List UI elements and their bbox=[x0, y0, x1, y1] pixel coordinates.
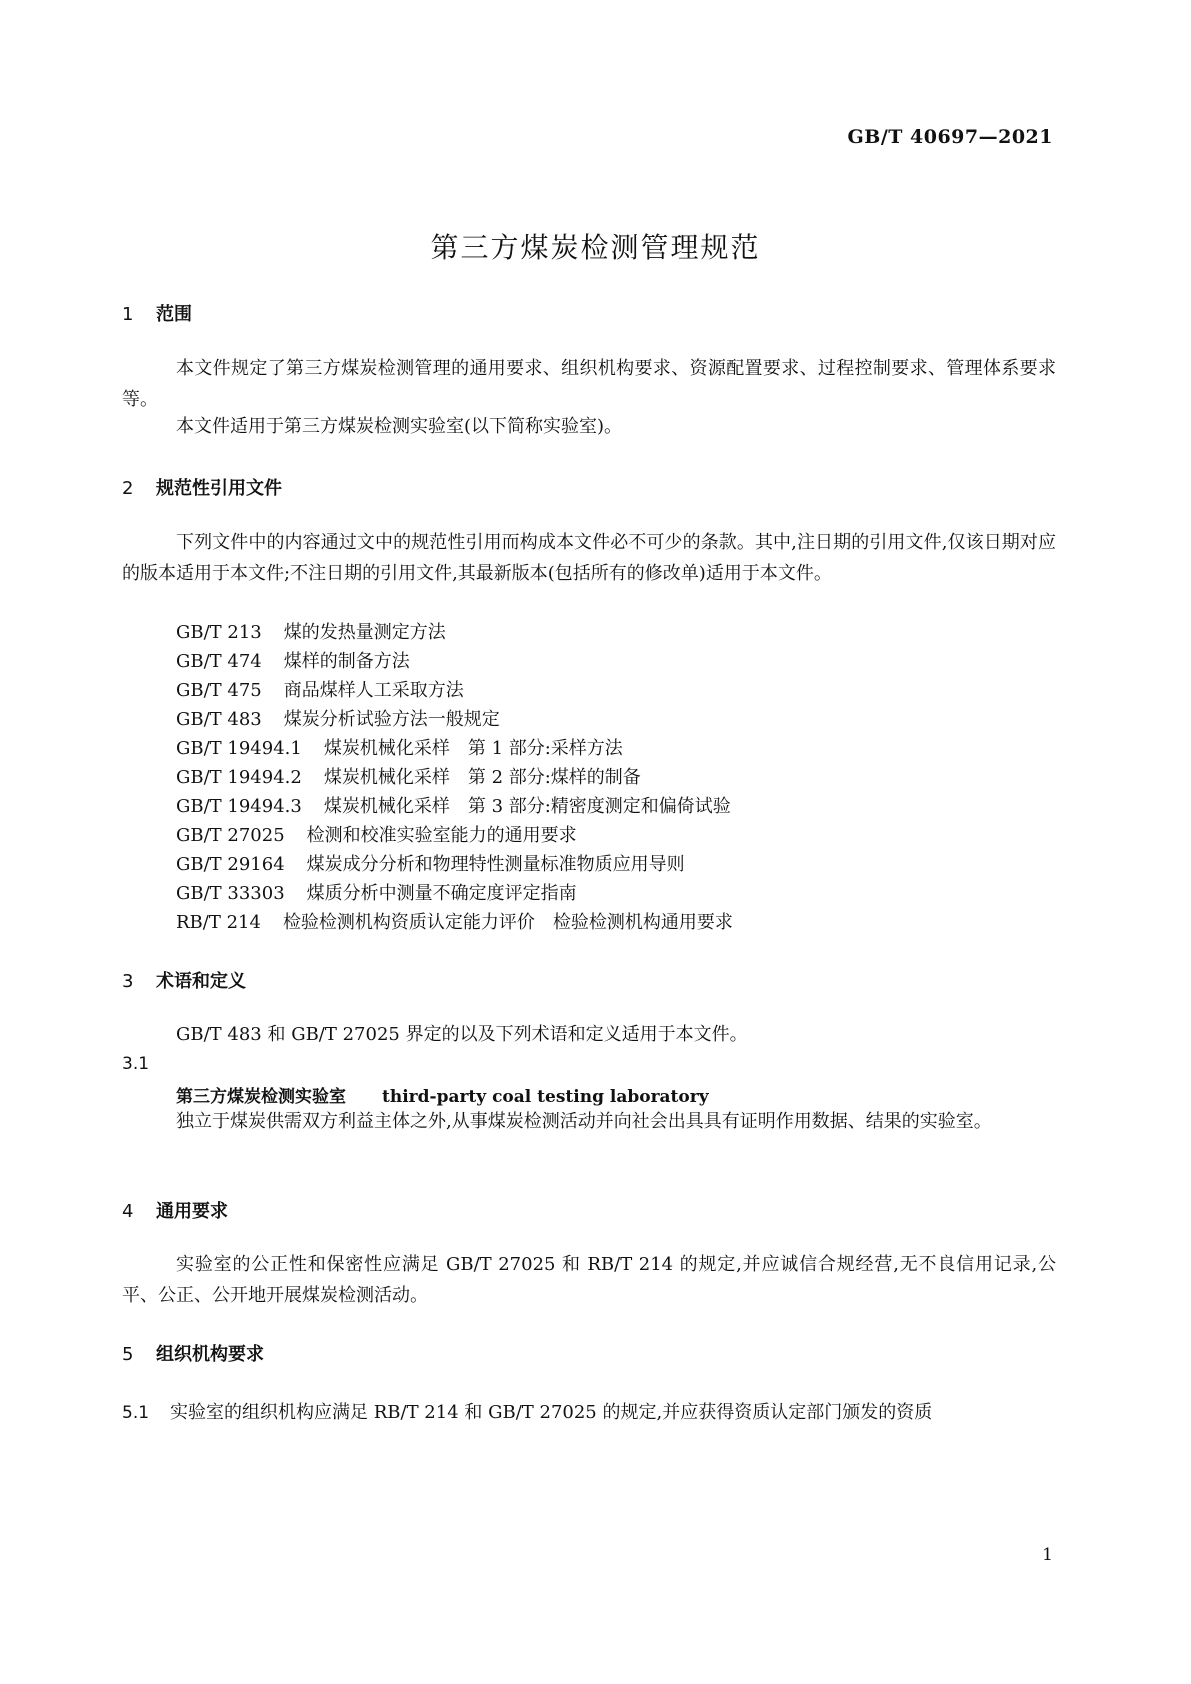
reference-title: 煤炭机械化采样 第 3 部分:精密度测定和偏倚试验 bbox=[323, 796, 731, 817]
section-title: 术语和定义 bbox=[156, 971, 246, 992]
reference-title: 煤炭机械化采样 第 1 部分:采样方法 bbox=[323, 738, 623, 759]
reference-item bbox=[176, 763, 641, 789]
reference-code: GB/T 19494.3 bbox=[176, 796, 302, 817]
section-number: 3 bbox=[122, 971, 134, 992]
reference-title: 检测和校准实验室能力的通用要求 bbox=[306, 825, 577, 846]
reference-item bbox=[176, 821, 577, 847]
reference-item bbox=[176, 705, 500, 731]
reference-item bbox=[176, 676, 464, 702]
reference-title: 煤炭成分分析和物理特性测量标准物质应用导则 bbox=[306, 854, 685, 875]
standard-number: GB/T 40697—2021 bbox=[847, 126, 1053, 148]
reference-code: GB/T 27025 bbox=[176, 825, 285, 846]
reference-title: 商品煤样人工采取方法 bbox=[283, 680, 464, 701]
section-title: 通用要求 bbox=[156, 1201, 228, 1222]
reference-item bbox=[176, 792, 731, 818]
reference-item bbox=[176, 618, 446, 644]
term-english: third-party coal testing laboratory bbox=[382, 1087, 709, 1107]
paragraph: 本文件适用于第三方煤炭检测实验室(以下简称实验室)。 bbox=[176, 416, 623, 437]
reference-code: GB/T 483 bbox=[176, 709, 262, 730]
section-2-heading bbox=[122, 474, 282, 500]
reference-item bbox=[176, 647, 410, 673]
section-number: 1 bbox=[122, 304, 134, 325]
reference-code: GB/T 19494.2 bbox=[176, 767, 302, 788]
reference-item bbox=[176, 850, 685, 876]
reference-code: GB/T 33303 bbox=[176, 883, 285, 904]
section-3-heading bbox=[122, 967, 246, 993]
section-5-heading bbox=[122, 1340, 264, 1366]
paragraph: GB/T 483 和 GB/T 27025 界定的以及下列术语和定义适用于本文件。 bbox=[176, 1024, 748, 1045]
reference-item bbox=[176, 734, 623, 760]
reference-code: RB/T 214 bbox=[176, 912, 261, 933]
definition: 独立于煤炭供需双方利益主体之外,从事煤炭检测活动并向社会出具具有证明作用数据、结果的实验室。 bbox=[176, 1111, 992, 1132]
paragraph: 实验室的组织机构应满足 RB/T 214 和 GB/T 27025 的规定,并应获得资质认定部门颁发的资质 bbox=[170, 1402, 933, 1423]
reference-title: 煤的发热量测定方法 bbox=[283, 622, 446, 643]
reference-code: GB/T 474 bbox=[176, 651, 262, 672]
subclause-number: 5.1 bbox=[122, 1403, 150, 1423]
paragraph: 本文件规定了第三方煤炭检测管理的通用要求、组织机构要求、资源配置要求、过程控制要求、管理体系要求等。 bbox=[122, 358, 1056, 410]
subclause-number: 3.1 bbox=[122, 1054, 150, 1074]
reference-code: GB/T 213 bbox=[176, 622, 262, 643]
page-number: 1 bbox=[1042, 1545, 1053, 1565]
reference-title: 煤炭机械化采样 第 2 部分:煤样的制备 bbox=[323, 767, 641, 788]
reference-title: 煤质分析中测量不确定度评定指南 bbox=[306, 883, 577, 904]
reference-code: GB/T 475 bbox=[176, 680, 262, 701]
section-title: 范围 bbox=[156, 304, 192, 325]
document-title: 第三方煤炭检测管理规范 bbox=[430, 231, 761, 264]
paragraph: 实验室的公正性和保密性应满足 GB/T 27025 和 RB/T 214 的规定,并应诚信合规经营,无不良信用记录,公平、公正、公开地开展煤炭检测活动。 bbox=[122, 1254, 1056, 1306]
reference-code: GB/T 19494.1 bbox=[176, 738, 302, 759]
section-title: 组织机构要求 bbox=[156, 1344, 264, 1365]
paragraph: 下列文件中的内容通过文中的规范性引用而构成本文件必不可少的条款。其中,注日期的引用文件,仅该日期对应的版本适用于本文件;不注日期的引用文件,其最新版本(包括所有的修改单)适用于本文件。 bbox=[122, 532, 1056, 584]
section-number: 5 bbox=[122, 1344, 134, 1365]
section-1-heading bbox=[122, 300, 192, 326]
section-number: 4 bbox=[122, 1201, 134, 1222]
reference-title: 检验检测机构资质认定能力评价 检验检测机构通用要求 bbox=[282, 912, 733, 933]
term-chinese: 第三方煤炭检测实验室 bbox=[176, 1087, 346, 1107]
reference-item bbox=[176, 879, 577, 905]
section-4-heading bbox=[122, 1197, 228, 1223]
reference-code: GB/T 29164 bbox=[176, 854, 285, 875]
clause-5-1 bbox=[122, 1398, 932, 1424]
term-entry bbox=[176, 1082, 709, 1107]
section-number: 2 bbox=[122, 478, 134, 499]
reference-title: 煤炭分析试验方法一般规定 bbox=[283, 709, 500, 730]
reference-title: 煤样的制备方法 bbox=[283, 651, 410, 672]
section-title: 规范性引用文件 bbox=[156, 478, 282, 499]
reference-item bbox=[176, 908, 733, 934]
